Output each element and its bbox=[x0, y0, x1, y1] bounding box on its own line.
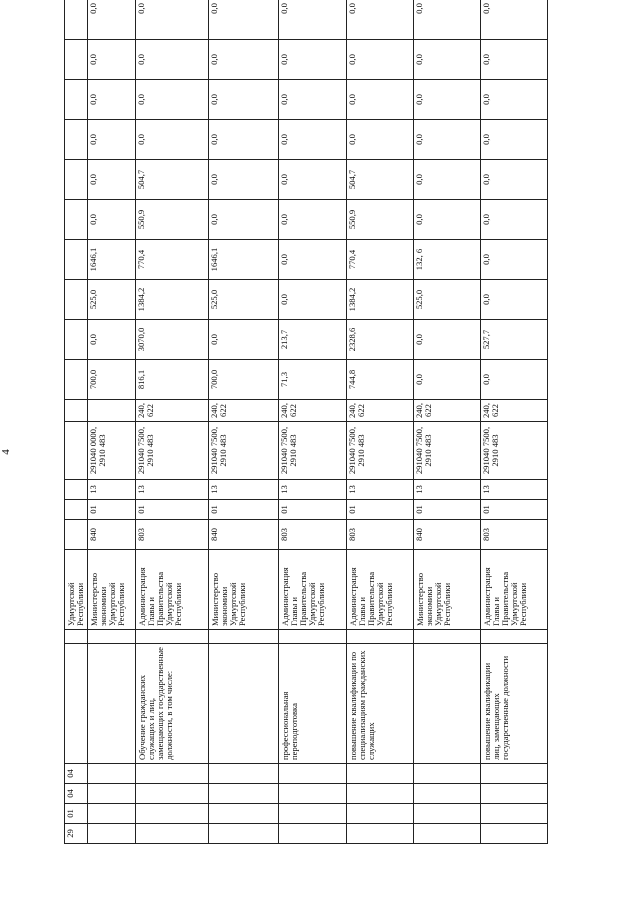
table-cell-c13: 0,0 bbox=[88, 320, 136, 360]
table-row bbox=[65, 0, 88, 844]
table-cell-c3: 04 bbox=[65, 764, 88, 784]
table-cell-c7: 803 bbox=[481, 520, 548, 550]
table-cell-c18: 0,0 bbox=[481, 120, 548, 160]
page-number: 4 bbox=[0, 449, 12, 455]
table-cell-c13: 2328,6 bbox=[347, 320, 414, 360]
table-cell-c0 bbox=[347, 824, 414, 844]
table-cell-c6: Министерство экономики Удмуртской Республики bbox=[209, 550, 279, 630]
table-cell-c5 bbox=[481, 630, 548, 644]
table-cell-c15: 132, 6 bbox=[414, 240, 481, 280]
table-cell-c0 bbox=[136, 824, 209, 844]
table-cell-c12: 0,0 bbox=[481, 360, 548, 400]
table-cell-c5 bbox=[414, 630, 481, 644]
table-cell-c8: 01 bbox=[481, 500, 548, 520]
table-cell-c4 bbox=[209, 644, 279, 764]
table-cell-c8: 01 bbox=[136, 500, 209, 520]
table-cell-c9: 13 bbox=[414, 480, 481, 500]
table-cell-c16: 0,0 bbox=[209, 200, 279, 240]
table-cell-c1 bbox=[347, 804, 414, 824]
table-cell-c20: 0,0 bbox=[481, 40, 548, 80]
table-cell-c21: 0,0 bbox=[481, 0, 548, 40]
table-cell-c4: повышение квалификации лиц, замещающих государственные должности bbox=[481, 644, 548, 764]
table-cell-c18: 0,0 bbox=[414, 120, 481, 160]
table-cell-c7: 803 bbox=[279, 520, 347, 550]
table-cell-c7 bbox=[65, 520, 88, 550]
table-cell-c0 bbox=[481, 824, 548, 844]
table-cell-c15: 770,4 bbox=[136, 240, 209, 280]
table-cell-c20: 0,0 bbox=[209, 40, 279, 80]
table-cell-c19: 0,0 bbox=[88, 80, 136, 120]
table-cell-c6: Администрация Главы и Правительства Удмуртской Республики bbox=[481, 550, 548, 630]
table-cell-c16: 0,0 bbox=[88, 200, 136, 240]
table-cell-c15: 0,0 bbox=[481, 240, 548, 280]
table-cell-c0 bbox=[279, 824, 347, 844]
table-cell-c10: 291040 7500, 2910 483 bbox=[481, 422, 548, 480]
table-cell-c9: 13 bbox=[88, 480, 136, 500]
table-cell-c6: Министерство экономики Удмуртской Республики bbox=[88, 550, 136, 630]
table-cell-c8: 01 bbox=[347, 500, 414, 520]
table-cell-c8: 01 bbox=[414, 500, 481, 520]
table-cell-c19 bbox=[65, 80, 88, 120]
table-cell-c20 bbox=[65, 40, 88, 80]
table-cell-c1 bbox=[136, 804, 209, 824]
table-cell-c20: 0,0 bbox=[88, 40, 136, 80]
table-row bbox=[481, 0, 548, 844]
table-cell-c16: 550,9 bbox=[136, 200, 209, 240]
table-cell-c14: 0,0 bbox=[279, 280, 347, 320]
table-cell-c14: 525,0 bbox=[209, 280, 279, 320]
table-cell-c10: 291040 7500, 2910 483 bbox=[136, 422, 209, 480]
table-cell-c9: 13 bbox=[279, 480, 347, 500]
table-cell-c1 bbox=[414, 804, 481, 824]
table-cell-c20: 0,0 bbox=[414, 40, 481, 80]
table-cell-c6: Администрация Главы и Правительства Удмуртской Республики bbox=[136, 550, 209, 630]
rotated-table-wrapper bbox=[64, 3, 574, 844]
budget-table bbox=[64, 0, 548, 844]
table-cell-c3 bbox=[481, 764, 548, 784]
table-cell-c15: 0,0 bbox=[279, 240, 347, 280]
table-cell-c0 bbox=[88, 824, 136, 844]
table-cell-c1 bbox=[481, 804, 548, 824]
table-cell-c11: 240, 622 bbox=[136, 400, 209, 422]
table-cell-c3 bbox=[136, 764, 209, 784]
table-cell-c9: 13 bbox=[136, 480, 209, 500]
table-cell-c5 bbox=[136, 630, 209, 644]
table-cell-c17: 0,0 bbox=[88, 160, 136, 200]
table-cell-c15: 1646,1 bbox=[88, 240, 136, 280]
table-cell-c11: 240, 622 bbox=[347, 400, 414, 422]
table-cell-c16: 550,9 bbox=[347, 200, 414, 240]
table-cell-c12: 700,0 bbox=[88, 360, 136, 400]
table-cell-c4 bbox=[88, 644, 136, 764]
table-cell-c13: 527,7 bbox=[481, 320, 548, 360]
table-cell-c6: Администрация Главы и Правительства Удмуртской Республики bbox=[347, 550, 414, 630]
table-cell-c8: 01 bbox=[209, 500, 279, 520]
table-cell-c4: профессиональная переподготовка bbox=[279, 644, 347, 764]
table-cell-c3 bbox=[279, 764, 347, 784]
table-cell-c4 bbox=[65, 644, 88, 764]
table-cell-c12: 816,1 bbox=[136, 360, 209, 400]
table-cell-c20: 0,0 bbox=[347, 40, 414, 80]
table-cell-c18 bbox=[65, 120, 88, 160]
table-cell-c2 bbox=[347, 784, 414, 804]
table-cell-c4: Обучение гражданских служащих и лиц, замещающих государственные должности, в том числе: bbox=[136, 644, 209, 764]
table-cell-c11 bbox=[88, 400, 136, 422]
table-cell-c16: 0,0 bbox=[414, 200, 481, 240]
table-cell-c3 bbox=[414, 764, 481, 784]
table-cell-c11: 240, 622 bbox=[414, 400, 481, 422]
table-row bbox=[279, 0, 347, 844]
table-cell-c15 bbox=[65, 240, 88, 280]
table-cell-c12: 71,3 bbox=[279, 360, 347, 400]
table-cell-c7: 803 bbox=[136, 520, 209, 550]
table-cell-c5 bbox=[279, 630, 347, 644]
table-cell-c11: 240, 622 bbox=[481, 400, 548, 422]
table-cell-c12: 0,0 bbox=[414, 360, 481, 400]
table-cell-c5 bbox=[65, 630, 88, 644]
table-cell-c13: 213,7 bbox=[279, 320, 347, 360]
table-cell-c18: 0,0 bbox=[279, 120, 347, 160]
table-cell-c21: 0,0 bbox=[414, 0, 481, 40]
table-cell-c2 bbox=[414, 784, 481, 804]
table-cell-c19: 0,0 bbox=[136, 80, 209, 120]
table-cell-c2 bbox=[136, 784, 209, 804]
table-cell-c6: Министерство экономики Удмуртской Республики bbox=[414, 550, 481, 630]
table-row bbox=[136, 0, 209, 844]
table-row bbox=[414, 0, 481, 844]
table-cell-c12 bbox=[65, 360, 88, 400]
table-cell-c2 bbox=[481, 784, 548, 804]
table-cell-c21: 0,0 bbox=[347, 0, 414, 40]
table-cell-c14: 525,0 bbox=[88, 280, 136, 320]
table-cell-c1 bbox=[88, 804, 136, 824]
table-cell-c20: 0,0 bbox=[136, 40, 209, 80]
table-cell-c11: 240, 622 bbox=[279, 400, 347, 422]
table-cell-c9: 13 bbox=[347, 480, 414, 500]
table-cell-c14: 525,0 bbox=[414, 280, 481, 320]
table-cell-c9: 13 bbox=[209, 480, 279, 500]
table-cell-c16 bbox=[65, 200, 88, 240]
table-cell-c8 bbox=[65, 500, 88, 520]
table-cell-c19: 0,0 bbox=[481, 80, 548, 120]
table-cell-c6: Администрация Главы и Правительства Удмуртской Республики bbox=[279, 550, 347, 630]
table-cell-c18: 0,0 bbox=[88, 120, 136, 160]
table-cell-c18: 0,0 bbox=[347, 120, 414, 160]
table-cell-c19: 0,0 bbox=[414, 80, 481, 120]
table-cell-c10: 291040 7500, 2910 483 bbox=[347, 422, 414, 480]
table-cell-c17: 504,7 bbox=[136, 160, 209, 200]
table-cell-c0: 29 bbox=[65, 824, 88, 844]
table-cell-c19: 0,0 bbox=[347, 80, 414, 120]
table-cell-c9 bbox=[65, 480, 88, 500]
table-cell-c2 bbox=[209, 784, 279, 804]
table-cell-c21 bbox=[65, 0, 88, 40]
table-cell-c16: 0,0 bbox=[481, 200, 548, 240]
table-cell-c17: 0,0 bbox=[279, 160, 347, 200]
table-cell-c13: 0,0 bbox=[414, 320, 481, 360]
table-cell-c6: Удмуртской Республики bbox=[65, 550, 88, 630]
table-cell-c2 bbox=[279, 784, 347, 804]
table-cell-c11 bbox=[65, 400, 88, 422]
table-cell-c14: 1384,2 bbox=[136, 280, 209, 320]
table-cell-c20: 0,0 bbox=[279, 40, 347, 80]
table-cell-c14: 0,0 bbox=[481, 280, 548, 320]
table-cell-c10: 291040 7500, 2910 483 bbox=[209, 422, 279, 480]
table-row bbox=[209, 0, 279, 844]
table-cell-c7: 840 bbox=[209, 520, 279, 550]
table-cell-c2: 04 bbox=[65, 784, 88, 804]
table-cell-c4: повышение квалификации по специализациям гражданских служащих bbox=[347, 644, 414, 764]
table-cell-c18: 0,0 bbox=[209, 120, 279, 160]
table-cell-c21: 0,0 bbox=[88, 0, 136, 40]
table-cell-c17: 504,7 bbox=[347, 160, 414, 200]
table-cell-c0 bbox=[414, 824, 481, 844]
table-cell-c17: 0,0 bbox=[209, 160, 279, 200]
table-cell-c13 bbox=[65, 320, 88, 360]
table-cell-c12: 700,0 bbox=[209, 360, 279, 400]
table-row bbox=[347, 0, 414, 844]
table-cell-c18: 0,0 bbox=[136, 120, 209, 160]
table-cell-c7: 803 bbox=[347, 520, 414, 550]
table-cell-c8: 01 bbox=[279, 500, 347, 520]
table-cell-c16: 0,0 bbox=[279, 200, 347, 240]
table-cell-c1 bbox=[279, 804, 347, 824]
table-cell-c13: 3070,0 bbox=[136, 320, 209, 360]
table-cell-c3 bbox=[347, 764, 414, 784]
table-cell-c17: 0,0 bbox=[414, 160, 481, 200]
table-cell-c13: 0,0 bbox=[209, 320, 279, 360]
table-cell-c17: 0,0 bbox=[481, 160, 548, 200]
table-cell-c10: 291040 7500, 2910 483 bbox=[414, 422, 481, 480]
table-cell-c17 bbox=[65, 160, 88, 200]
table-row bbox=[88, 0, 136, 844]
table-cell-c10: 291040 0000, 2910 483 bbox=[88, 422, 136, 480]
table-cell-c2 bbox=[88, 784, 136, 804]
rotated-page-area bbox=[64, 3, 574, 844]
table-cell-c15: 1646,1 bbox=[209, 240, 279, 280]
table-cell-c1 bbox=[209, 804, 279, 824]
table-cell-c21: 0,0 bbox=[209, 0, 279, 40]
table-cell-c21: 0,0 bbox=[136, 0, 209, 40]
table-cell-c15: 770,4 bbox=[347, 240, 414, 280]
table-cell-c4 bbox=[414, 644, 481, 764]
table-cell-c7: 840 bbox=[414, 520, 481, 550]
table-cell-c19: 0,0 bbox=[279, 80, 347, 120]
table-cell-c0 bbox=[209, 824, 279, 844]
table-cell-c19: 0,0 bbox=[209, 80, 279, 120]
table-cell-c9: 13 bbox=[481, 480, 548, 500]
table-cell-c14 bbox=[65, 280, 88, 320]
table-cell-c11: 240, 622 bbox=[209, 400, 279, 422]
table-cell-c3 bbox=[209, 764, 279, 784]
table-cell-c12: 744,8 bbox=[347, 360, 414, 400]
table-cell-c5 bbox=[347, 630, 414, 644]
table-cell-c5 bbox=[88, 630, 136, 644]
table-cell-c1: 01 bbox=[65, 804, 88, 824]
table-cell-c7: 840 bbox=[88, 520, 136, 550]
table-cell-c21: 0,0 bbox=[279, 0, 347, 40]
table-cell-c10: 291040 7500, 2910 483 bbox=[279, 422, 347, 480]
table-cell-c3 bbox=[88, 764, 136, 784]
table-cell-c14: 1384,2 bbox=[347, 280, 414, 320]
table-cell-c8: 01 bbox=[88, 500, 136, 520]
table-cell-c10 bbox=[65, 422, 88, 480]
table-cell-c5 bbox=[209, 630, 279, 644]
